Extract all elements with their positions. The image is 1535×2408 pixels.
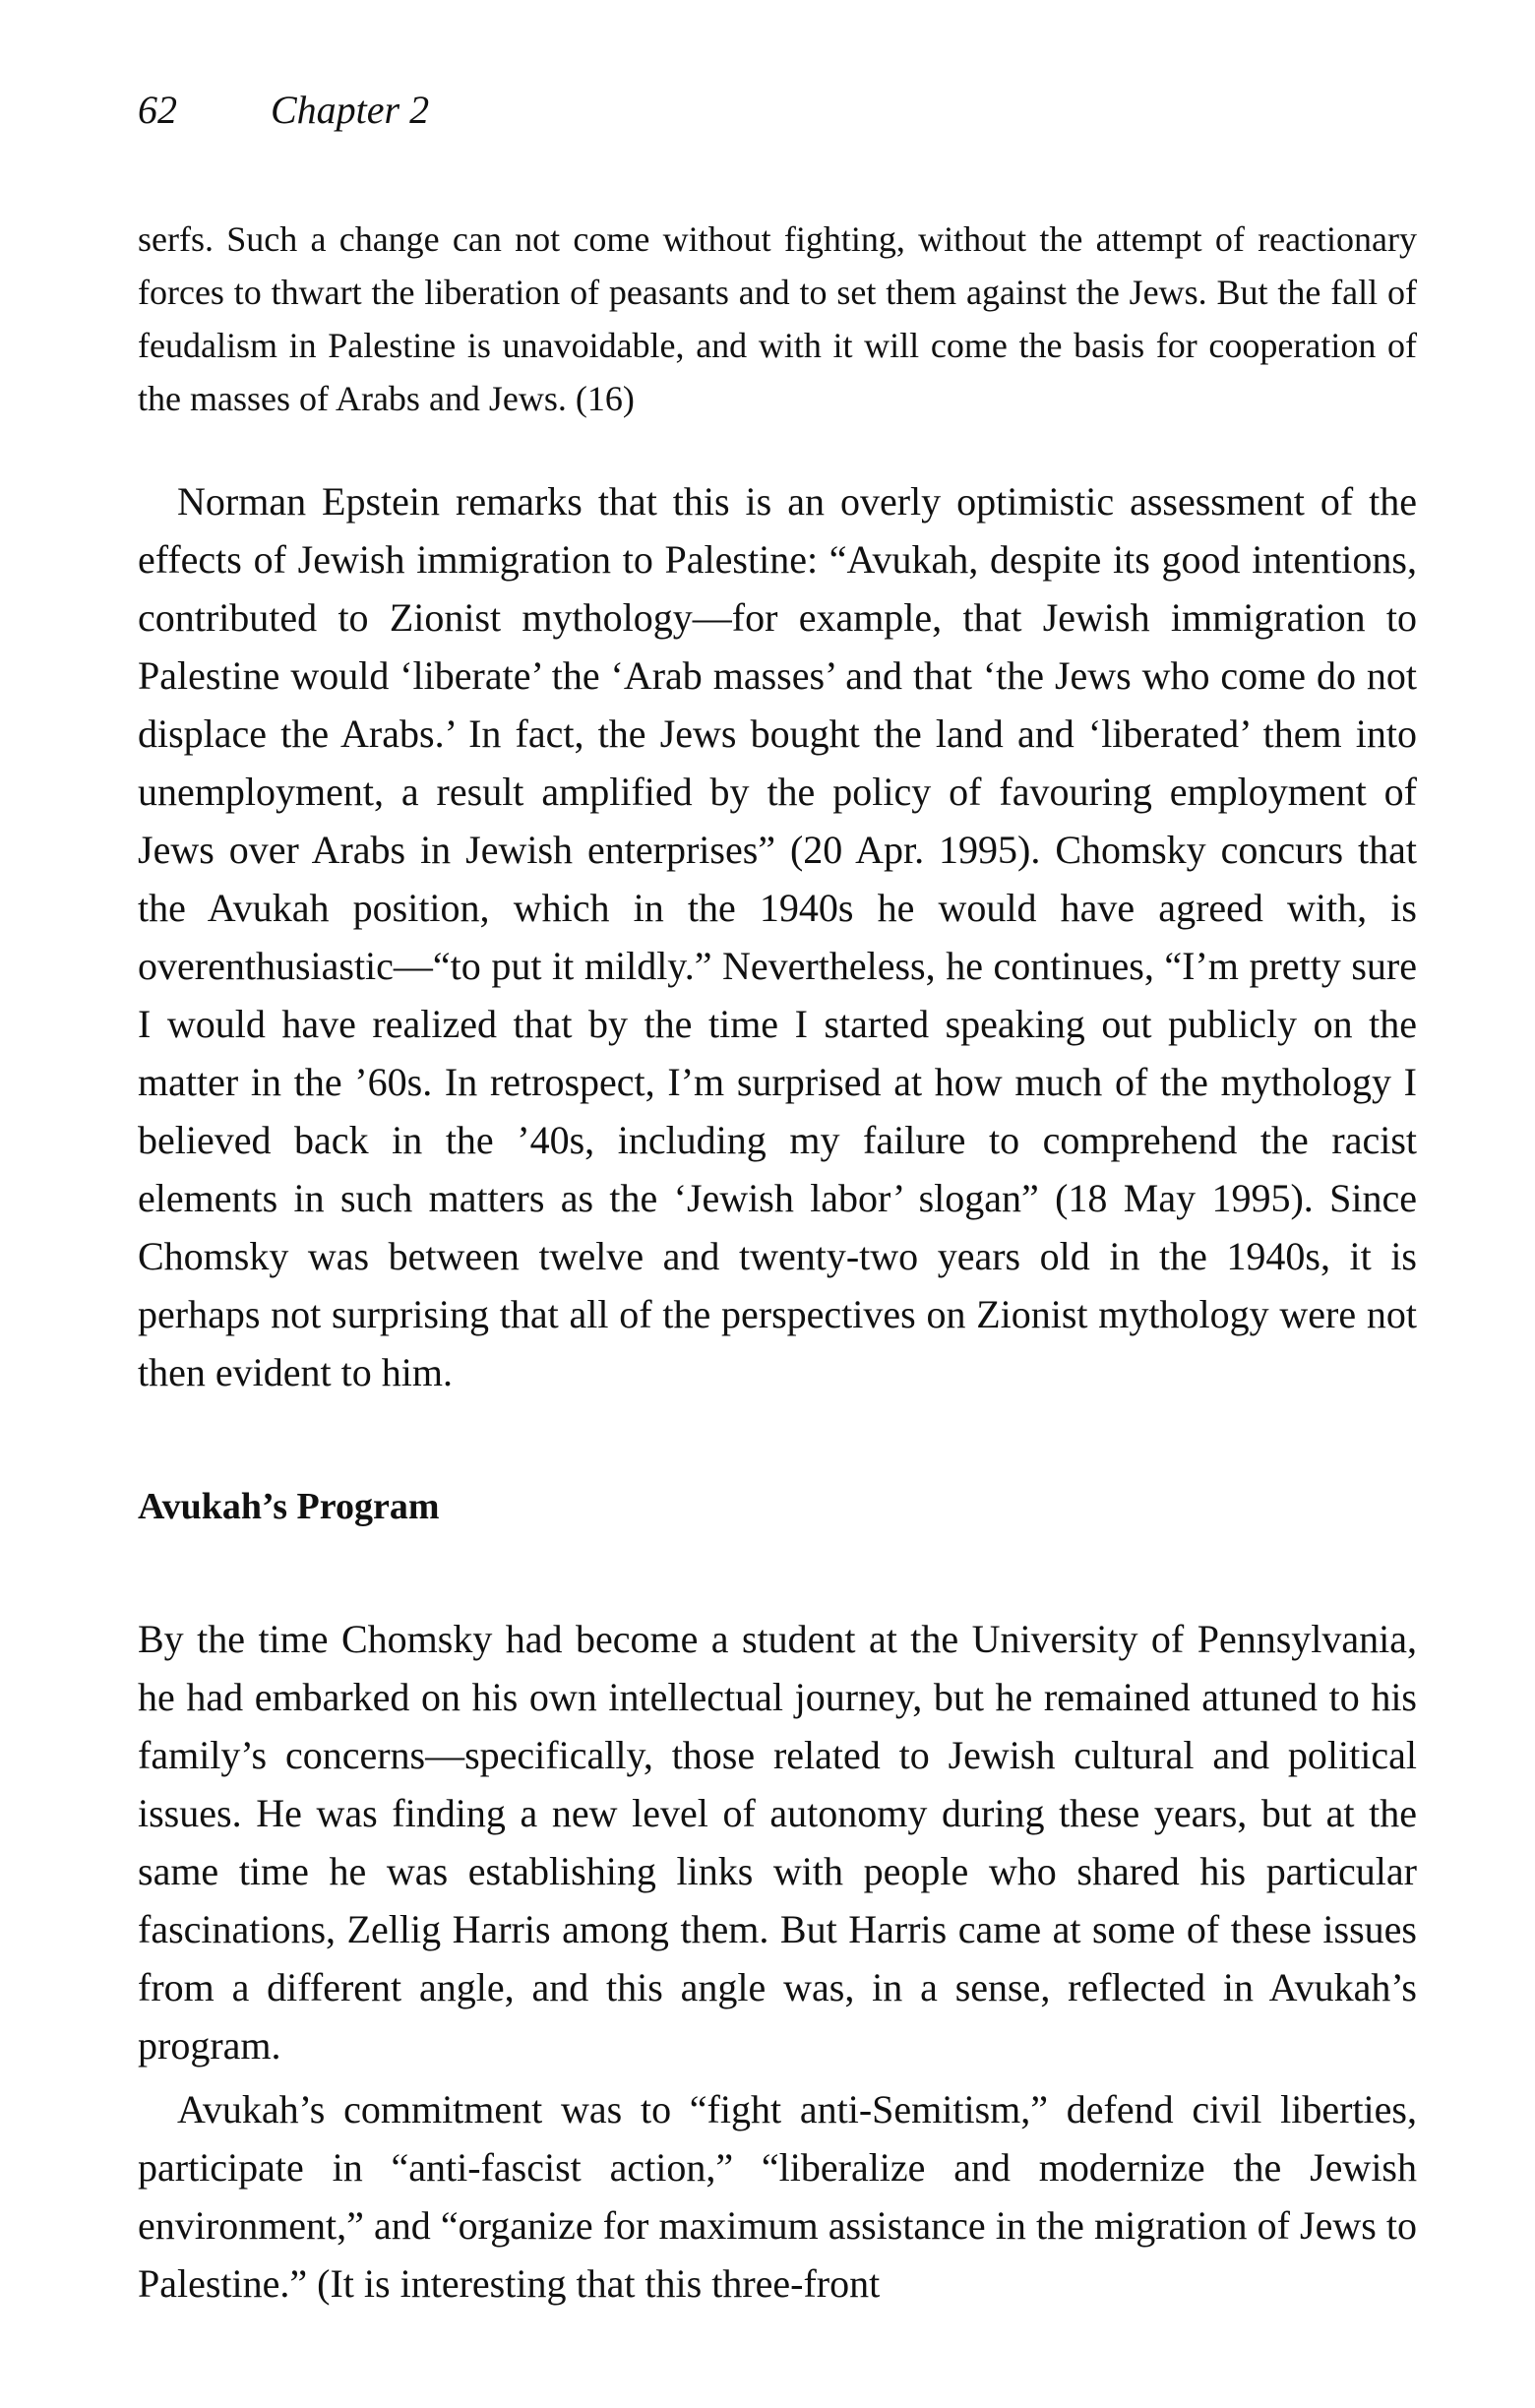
chapter-title: Chapter 2 [271,88,430,132]
book-page [138,88,1417,2313]
body-paragraph: By the time Chomsky had become a student at the University of Pennsylvania, he had embarked on his own intellectual journey, but he remained attuned to his family’s concerns—specifically, those related to Jewish cultural and political issues. He was finding a new level of autonomy during these years, but at the same time he was establishing links with people who shared his particular fascinations, Zellig Harris among them. But Harris came at some of these issues from a different angle, and this angle was, in a sense, reflected in Avukah’s program. [138,1617,1417,2068]
section-heading: Avukah’s Program [138,1486,440,1527]
body-paragraph: Norman Epstein remarks that this is an overly optimistic assessment of the effects of Jewish immigration to Palestine: “Avukah, despite its good intentions, contributed to Zionist mythology—for example, that Jewish immigration to Palestine would ‘liberate’ the ‘Arab masses’ and that ‘the Jews who come do not displace the Arabs.’ In fact, the Jews bought the land and ‘liberated’ them into unemployment, a result amplified by the policy of favouring employment of Jews over Arabs in Jewish enterprises” (20 Apr. 1995). Chomsky concurs that the Avukah position, which in the 1940s he would have agreed with, is overenthusiastic—“to put it mildly.” Nevertheless, he continues, “I’m pretty sure I would have realized that by the time I started speaking out publicly on the matter in the ’60s. In retrospect, I’m surprised at how much of the mythology I believed back in the ’40s, including my failure to comprehend the racist elements in such matters as the ‘Jewish labor’ slogan” (18 May 1995). Since Chomsky was between twelve and twenty-two years old in the 1940s, it is perhaps not surprising that all of the perspectives on Zionist mythology were not then evident to him. [138,479,1417,1394]
body-paragraph: Avukah’s commitment was to “fight anti-Semitism,” defend civil liberties, participate in “anti-fascist action,” “liberalize and modernize the Jewish environment,” and “organize for maximum assistance in the migration of Jews to Palestine.” (It is interesting that this three-front [138,2087,1417,2306]
page-number: 62 [138,88,177,132]
running-head [138,88,1417,132]
block-quote: serfs. Such a change can not come without fighting, without the attempt of reactionary forces to thwart the liberation of peasants and to set them against the Jews. But the fall of feudalism in Palestine is unavoidable, and with it will come the basis for cooperation of the masses of Arabs and Jews. (16) [138,219,1417,418]
